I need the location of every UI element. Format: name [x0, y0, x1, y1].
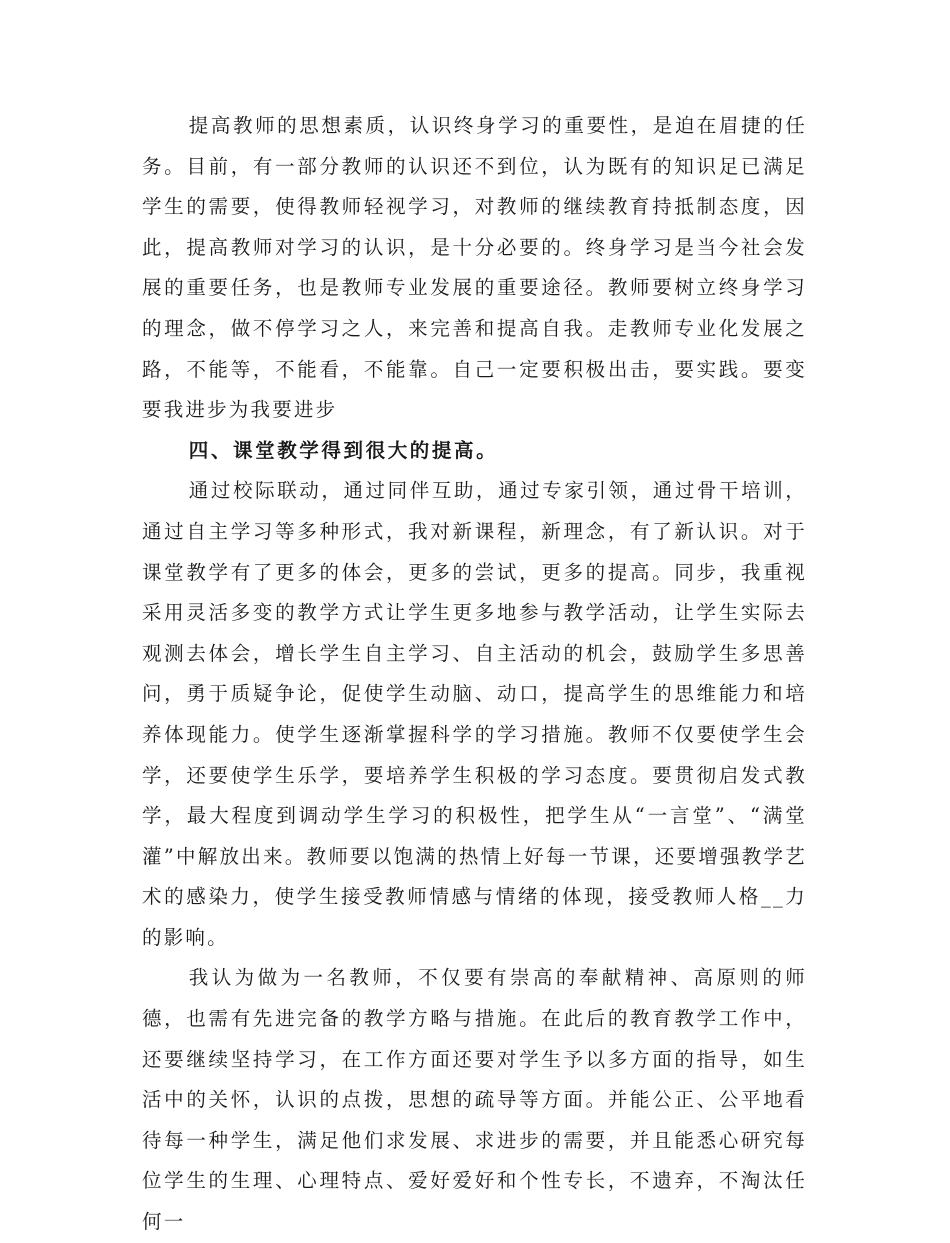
document-body	[142, 106, 807, 1243]
paragraph-lifelong-learning: 提高教师的思想素质，认识终身学习的重要性，是迫在眉捷的任务。目前，有一部分教师的认识还不到位，认为既有的知识足已满足学生的需要，使得教师轻视学习，对教师的继续教育持抵制态度，因此，提高教师对学习的认识，是十分必要的。终身学习是当今社会发展的重要任务，也是教师专业发展的重要途径。教师要树立终身学习的理念，做不停学习之人，来完善和提高自我。走教师专业化发展之路，不能等，不能看，不能靠。自己一定要积极出击，要实践。要变要我进步为我要进步	[142, 114, 807, 422]
paragraph-teacher-duty: 我认为做为一名教师，不仅要有崇高的奉献精神、高原则的师德，也需有先进完备的教学方略与措施。在此后的教育教学工作中，还要继续坚持学习，在工作方面还要对学生予以多方面的指导，如生活中的关怀，认识的点拨，思想的疏导等方面。并能公正、公平地看待每一种学生，满足他们求发展、求进步的需要，并且能悉心研究每位学生的生理、心理特点、爱好爱好和个性专长，不遗弃，不淘汰任何一	[142, 966, 807, 1234]
section-heading: 四、课堂教学得到很大的提高。	[188, 438, 499, 462]
paragraph-classroom-teaching: 通过校际联动，通过同伴互助，通过专家引领，通过骨干培训，通过自主学习等多种形式，我对新课程，新理念，有了新认识。对于课堂教学有了更多的体会，更多的尝试，更多的提高。同步，我重视采用灵活多变的教学方式让学生更多地参与教学活动，让学生实际去观测去体会，增长学生自主学习、自主活动的机会，鼓励学生多思善问，勇于质疑争论，促使学生动脑、动口，提高学生的思维能力和培养体现能力。使学生逐渐掌握科学的学习措施。教师不仅要使学生会学，还要使学生乐学，要培养学生积极的学习态度。要贯彻启发式教学，最大程度到调动学生学习的积极性，把学生从“一言堂”、“满堂灌”中解放出来。教师要以饱满的热情上好每一节课，还要增强教学艺术的感染力，使学生接受教师情感与情绪的体现，接受教师人格__力的影响。	[142, 479, 807, 949]
